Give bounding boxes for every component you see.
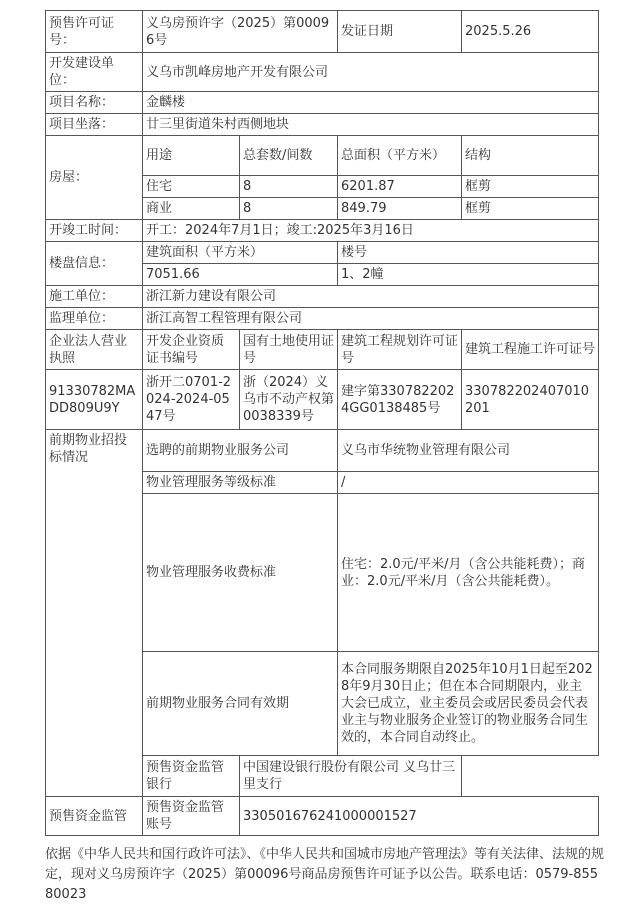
construction-time-row	[46, 220, 599, 242]
issue-date-label: 发证日期	[338, 11, 462, 53]
license-value: 建字第3307822024GG0138485号	[338, 370, 462, 430]
housing-units: 8	[240, 198, 338, 220]
project-name-row	[46, 92, 599, 114]
license-header: 开发企业资质证书编号	[143, 330, 240, 370]
escrow-account-row	[46, 797, 599, 836]
building-area-header: 建筑面积（平方米）	[143, 242, 338, 264]
housing-units: 8	[240, 176, 338, 198]
construction-time-value: 开工：2024年7月1日；竣工:2025年3月16日	[143, 220, 599, 242]
license-value-row	[46, 370, 599, 430]
license-header: 国有土地使用证号	[240, 330, 338, 370]
housing-header-area: 总面积（平方米）	[338, 136, 462, 176]
contractor-value: 浙江新力建设有限公司	[143, 286, 599, 308]
housing-structure: 框剪	[462, 176, 599, 198]
contractor-row	[46, 286, 599, 308]
project-name-label: 项目名称：	[46, 92, 143, 114]
contractor-label: 施工单位：	[46, 286, 143, 308]
building-number-header: 楼号	[338, 242, 599, 264]
footer-notice: 依据《中华人民共和国行政许可法》、《中华人民共和国城市房地产管理法》等有关法律、法规的规定，现对义乌房预许字（2025）第00096号商品房预售许可证予以公告。联系电话：0579-85580023	[45, 847, 605, 902]
housing-header-units: 总套数/间数	[240, 136, 338, 176]
license-header: 建筑工程施工许可证号	[462, 330, 599, 370]
housing-label: 房屋：	[46, 136, 143, 220]
building-area-value: 7051.66	[143, 264, 338, 286]
building-header-row	[46, 242, 599, 264]
license-value: 330782202407010201	[462, 370, 599, 430]
license-header: 建筑工程规划许可证号	[338, 330, 462, 370]
escrow-account-value: 330501676241000001527	[240, 797, 599, 836]
license-value: 浙（2024）义乌市不动产权第0038339号	[240, 370, 338, 430]
license-value: 浙开二0701-2024-2024-0547号	[143, 370, 240, 430]
supervisor-row	[46, 308, 599, 330]
location-row	[46, 114, 599, 136]
housing-structure: 框剪	[462, 198, 599, 220]
property-label: 前期物业招投标情况	[46, 430, 143, 797]
permit-row	[46, 11, 599, 53]
property-fee-value: 住宅：2.0元/平米/月（含公共能耗费）；商业：2.0元/平米/月（含公共能耗费）。	[338, 494, 599, 652]
escrow-bank-label: 预售资金监管银行	[143, 756, 240, 797]
issue-date-value: 2025.5.26	[462, 11, 599, 53]
location-value: 廿三里街道朱村西侧地块	[143, 114, 599, 136]
housing-area: 6201.87	[338, 176, 462, 198]
escrow-account-label: 预售资金监管账号	[143, 797, 240, 836]
property-contract-value: 本合同服务期限自2025年10月1日起至2028年9月30日止；但在本合同期限内，业主大会已成立，业主委员会或居民委员会代表业主与物业服务企业签订的物业服务合同生效的，本合同自动终止。	[338, 652, 599, 756]
property-company-value: 义乌市华统物业管理有限公司	[338, 430, 599, 472]
license-value: 91330782MADD809U9Y	[46, 370, 143, 430]
escrow-label: 预售资金监管	[46, 797, 143, 836]
developer-row	[46, 53, 599, 92]
license-header-row	[46, 330, 599, 370]
developer-label: 开发建设单位：	[46, 53, 143, 92]
housing-use: 住宅	[143, 176, 240, 198]
supervisor-value: 浙江高智工程管理有限公司	[143, 308, 599, 330]
project-name-value: 金麟楼	[143, 92, 599, 114]
housing-use: 商业	[143, 198, 240, 220]
building-label: 楼盘信息：	[46, 242, 143, 286]
location-label: 项目坐落：	[46, 114, 143, 136]
construction-time-label: 开竣工时间：	[46, 220, 143, 242]
permit-value: 义乌房预许字（2025）第00096号	[143, 11, 338, 53]
property-company-label: 选聘的前期物业服务公司	[143, 430, 338, 472]
developer-value: 义乌市凯峰房地产开发有限公司	[143, 53, 599, 92]
property-level-label: 物业管理服务等级标准	[143, 472, 338, 494]
property-company-row	[46, 430, 599, 472]
property-fee-label: 物业管理服务收费标准	[143, 494, 338, 652]
license-header: 企业法人营业执照	[46, 330, 143, 370]
escrow-bank-value: 中国建设银行股份有限公司 义乌廿三里支行	[240, 756, 462, 797]
housing-header-structure: 结构	[462, 136, 599, 176]
supervisor-label: 监理单位：	[46, 308, 143, 330]
permit-table	[45, 10, 599, 836]
permit-label: 预售许可证号：	[46, 11, 143, 53]
building-number-value: 1、2幢	[338, 264, 599, 286]
property-level-value: /	[338, 472, 599, 494]
housing-header-use: 用途	[143, 136, 240, 176]
housing-area: 849.79	[338, 198, 462, 220]
housing-header-row	[46, 136, 599, 176]
property-contract-label: 前期物业服务合同有效期	[143, 652, 338, 756]
